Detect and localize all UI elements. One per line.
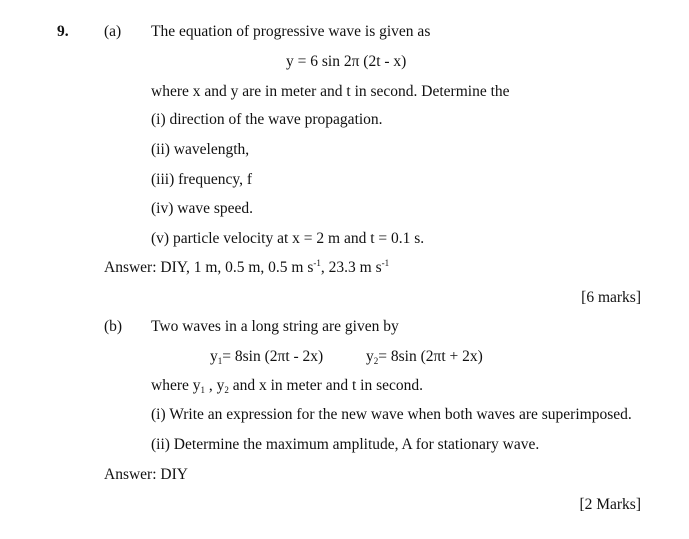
units-subscript: 1 (200, 385, 205, 395)
part-a-label: (a) (104, 23, 122, 40)
units-subscript: 2 (224, 385, 229, 395)
answer-exponent: -1 (381, 258, 390, 268)
equation-subscript: 1 (217, 356, 223, 366)
part-a-item: (iii) frequency, f (151, 171, 252, 188)
equation-rhs: = 8sin (2πt - 2x) (222, 348, 324, 365)
equation-rhs: = 8sin (2πt + 2x) (378, 348, 483, 365)
part-a-intro: The equation of progressive wave is given as (151, 23, 431, 40)
part-a-marks: [6 marks] (581, 289, 641, 306)
wave-equation-2 (366, 347, 483, 367)
answer-text: Answer: DIY, 1 m, 0.5 m, 0.5 m s (104, 259, 314, 276)
part-a-answer (104, 258, 389, 278)
part-b-label: (b) (104, 318, 123, 335)
part-b-item: (i) Write an expression for the new wave when both waves are superimposed. (151, 406, 632, 423)
part-a-item: (iv) wave speed. (151, 200, 253, 217)
answer-exponent: -1 (313, 258, 321, 268)
question-number: 9. (57, 23, 69, 40)
answer-text: , 23.3 m s (320, 259, 382, 276)
part-a-item: (v) particle velocity at x = 2 m and t = 0.1 s. (151, 230, 425, 247)
part-b-intro: Two waves in a long string are given by (151, 318, 399, 335)
units-text: where y (151, 377, 201, 394)
part-a-units-line: where x and y are in meter and t in second. Determine the (151, 83, 510, 100)
equation-variable: y (210, 348, 218, 365)
part-a-item: (ii) wavelength, (151, 141, 250, 158)
part-b-units-line (151, 376, 423, 396)
units-text: , y (205, 377, 225, 394)
part-b-marks: [2 Marks] (579, 496, 641, 513)
equation-subscript: 2 (373, 356, 379, 366)
wave-equation-1 (210, 347, 323, 367)
part-b-answer: Answer: DIY (104, 466, 188, 483)
part-b-item: (ii) Determine the maximum amplitude, A for stationary wave. (151, 436, 540, 453)
equation-variable: y (366, 348, 374, 365)
part-a-item: (i) direction of the wave propagation. (151, 111, 383, 128)
wave-equation: y = 6 sin 2π (2t - x) (286, 53, 407, 70)
units-text: and x in meter and t in second. (228, 377, 424, 394)
